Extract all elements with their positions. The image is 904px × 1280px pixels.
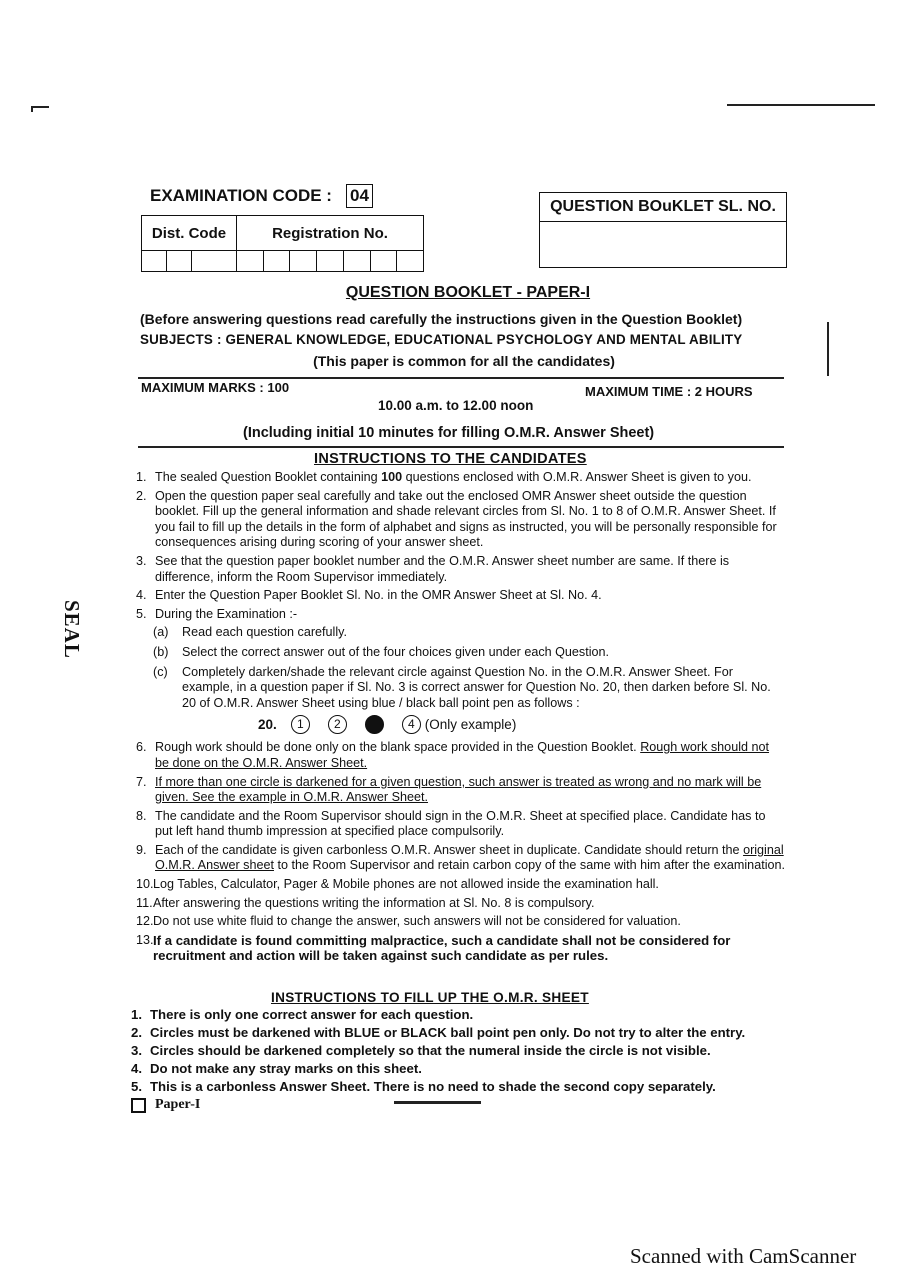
sub-item-label: (c)	[153, 664, 168, 679]
list-item	[136, 740, 786, 771]
registration-label: Registration No.	[237, 216, 424, 251]
item-number: 5.	[131, 1079, 142, 1094]
common-paper-note: (This paper is common for all the candidates)	[313, 353, 615, 369]
item-text-bold: 100	[381, 470, 403, 484]
registration-cell[interactable]	[237, 251, 264, 272]
registration-cell[interactable]	[343, 251, 370, 272]
dist-code-cell[interactable]	[142, 251, 167, 272]
item-number: 4.	[131, 1061, 142, 1076]
example-circle-filled	[365, 715, 384, 734]
booklet-slno-box	[539, 192, 787, 268]
item-number: 4.	[136, 588, 147, 603]
list-item	[131, 1078, 791, 1096]
example-question-number: 20.	[258, 717, 277, 733]
subjects-line: SUBJECTS : GENERAL KNOWLEDGE, EDUCATIONAL PSYCHOLOGY AND MENTAL ABILITY	[140, 332, 743, 347]
dist-code-cell[interactable]	[167, 251, 192, 272]
item-text: Do not use white fluid to change the answer, such answers will not be considered for valuation.	[153, 914, 681, 929]
sub-item	[153, 645, 786, 661]
before-answering-note: (Before answering questions read carefully the instructions given in the Question Booklet)	[140, 311, 743, 327]
item-number: 3.	[136, 553, 147, 568]
list-item	[136, 489, 786, 551]
list-item	[136, 588, 786, 604]
sub-item-label: (a)	[153, 625, 169, 640]
list-item	[131, 1060, 791, 1078]
including-note: (Including initial 10 minutes for filling O.M.R. Answer Sheet)	[243, 425, 655, 441]
item-text: Each of the candidate is given carbonless O.M.R. Answer sheet in duplicate. Candidate should return the	[155, 842, 744, 857]
item-number: 9.	[136, 842, 147, 857]
item-text: See that the question paper booklet number and the O.M.R. Answer sheet number are same. If there is difference, inform the Room Supervisor immediately.	[155, 553, 730, 584]
item-text-underlined: Rough work should not be done on the O.M.R. Answer Sheet.	[155, 740, 770, 770]
item-text: Select the correct answer out of the four choices given under each Question.	[182, 644, 610, 659]
item-number: 7.	[136, 774, 147, 789]
item-text: There is only one correct answer for each question.	[150, 1007, 474, 1022]
corner-mark-left	[31, 106, 49, 108]
example-circle-2: 2	[328, 715, 347, 734]
instructions-list	[136, 470, 786, 967]
example-circle-1: 1	[291, 715, 310, 734]
item-text: Rough work should be done only on the blank space provided in the Question Booklet.	[155, 740, 641, 755]
item-text: During the Examination :-	[155, 606, 298, 621]
item-text-bold: If a candidate is found committing malpractice, such a candidate shall not be considered for recruitment and action will be taken against such candidate as per rules.	[153, 932, 731, 964]
item-text: questions enclosed with O.M.R. Answer Sheet is given to you.	[402, 470, 752, 484]
corner-mark-left-tick	[31, 106, 33, 112]
list-item	[136, 896, 786, 912]
item-text: to the Room Supervisor and retain carbon copy of the same with him after the examination.	[273, 858, 785, 873]
item-text: Read each question carefully.	[182, 625, 347, 640]
square-icon	[131, 1098, 146, 1113]
registration-cell[interactable]	[317, 251, 344, 272]
list-item	[131, 1042, 791, 1060]
item-number: 10.	[136, 877, 154, 892]
paper-label: Paper-I	[155, 1097, 201, 1112]
omr-instructions-list	[131, 1006, 791, 1096]
example-circle-4: 4	[402, 715, 421, 734]
instructions-heading: INSTRUCTIONS TO THE CANDIDATES	[314, 451, 587, 467]
max-time: MAXIMUM TIME : 2 HOURS	[585, 384, 753, 399]
sub-item	[153, 625, 786, 641]
item-text: Log Tables, Calculator, Pager & Mobile phones are not allowed inside the examination hall.	[153, 877, 659, 892]
item-text-underlined: original O.M.R. Answer sheet	[155, 842, 784, 873]
item-text: The candidate and the Room Supervisor should sign in the O.M.R. Sheet at specified place. Candidate has to put left hand thumb impression at specified place compulsorily.	[155, 808, 766, 839]
item-number: 1.	[131, 1007, 142, 1022]
item-number: 1.	[136, 470, 147, 484]
item-number: 12.	[136, 914, 154, 929]
time-range: 10.00 a.m. to 12.00 noon	[378, 398, 534, 413]
sub-item	[153, 665, 786, 712]
item-text: Do not make any stray marks on this sheet.	[150, 1061, 422, 1076]
divider	[138, 377, 784, 379]
item-text: Open the question paper seal carefully and take out the enclosed OMR Answer sheet outside the question booklet. Fill up the general information and shade relevant circles from Sl. No. 1 to 8 of O.M.R. Answer Sheet. If you fail to fill up the details in the form of alphabet and signs as instructed, you will be personally responsible for consequences arising during scoring of your answer sheet.	[155, 488, 777, 550]
footer-rule	[394, 1101, 481, 1104]
exam-code-value: 04	[346, 184, 373, 208]
list-item	[136, 470, 786, 486]
item-number: 2.	[136, 488, 147, 503]
scanner-watermark: Scanned with CamScanner	[630, 1244, 857, 1268]
item-text: The sealed Question Booklet containing	[155, 470, 382, 484]
list-item	[131, 1024, 791, 1042]
item-number: 11.	[136, 895, 153, 910]
booklet-slno-label: QUESTION BOuKLET SL. NO.	[540, 193, 786, 222]
item-number: 6.	[136, 740, 147, 755]
paper-footer	[131, 1097, 200, 1113]
divider	[138, 446, 784, 448]
sub-item-label: (b)	[153, 644, 169, 659]
item-text: After answering the questions writing the information at Sl. No. 8 is compulsory.	[153, 895, 595, 910]
list-item	[136, 809, 786, 840]
list-item	[136, 554, 786, 585]
item-number: 2.	[131, 1025, 142, 1040]
list-item	[136, 877, 786, 893]
corner-mark-right	[727, 104, 875, 106]
item-text: Circles should be darkened completely so that the numeral inside the circle is not visible.	[150, 1043, 711, 1058]
seal-label: SEAL	[60, 600, 84, 659]
booklet-title: QUESTION BOOKLET - PAPER-I	[345, 284, 591, 301]
omr-example	[258, 715, 786, 734]
omr-instructions-heading: INSTRUCTIONS TO FILL UP THE O.M.R. SHEET	[271, 990, 589, 1005]
item-number: 8.	[136, 808, 147, 823]
item-number: 3.	[131, 1043, 142, 1058]
exam-code-label: EXAMINATION CODE :	[150, 186, 332, 205]
example-note: (Only example)	[424, 717, 517, 733]
registration-cell[interactable]	[370, 251, 397, 272]
item-text: This is a carbonless Answer Sheet. There is no need to shade the second copy separately.	[150, 1079, 716, 1094]
max-marks: MAXIMUM MARKS : 100	[141, 380, 290, 395]
item-text: Completely darken/shade the relevant circle against Question No. in the O.M.R. Answer Sheet. For example, in a question paper if Sl. No. 3 is correct answer for Question No. 20, then darken before Sl. No. 20 of O.M.R. Answer Sheet using blue / black ball point pen as follows :	[182, 664, 771, 710]
item-number: 5.	[136, 606, 147, 621]
registration-cell[interactable]	[397, 251, 424, 272]
list-item	[131, 1006, 791, 1024]
dist-code-cell[interactable]	[192, 251, 237, 272]
list-item	[136, 933, 786, 964]
list-item	[136, 843, 786, 874]
registration-table	[141, 215, 424, 272]
item-text-underlined: If more than one circle is darkened for a given question, such answer is treated as wrong and no mark will be given. See the example in O.M.R. Answer Sheet.	[155, 774, 762, 805]
item-text: Enter the Question Paper Booklet Sl. No. in the OMR Answer Sheet at Sl. No. 4.	[155, 588, 602, 603]
list-item	[136, 775, 786, 806]
list-item	[136, 914, 786, 930]
registration-cell[interactable]	[290, 251, 317, 272]
registration-cell[interactable]	[263, 251, 290, 272]
item-text: Circles must be darkened with BLUE or BLACK ball point pen only. Do not try to alter the entry.	[150, 1025, 746, 1040]
dist-code-label: Dist. Code	[142, 216, 237, 251]
item-number: 13.	[136, 932, 154, 947]
list-item	[136, 607, 786, 623]
